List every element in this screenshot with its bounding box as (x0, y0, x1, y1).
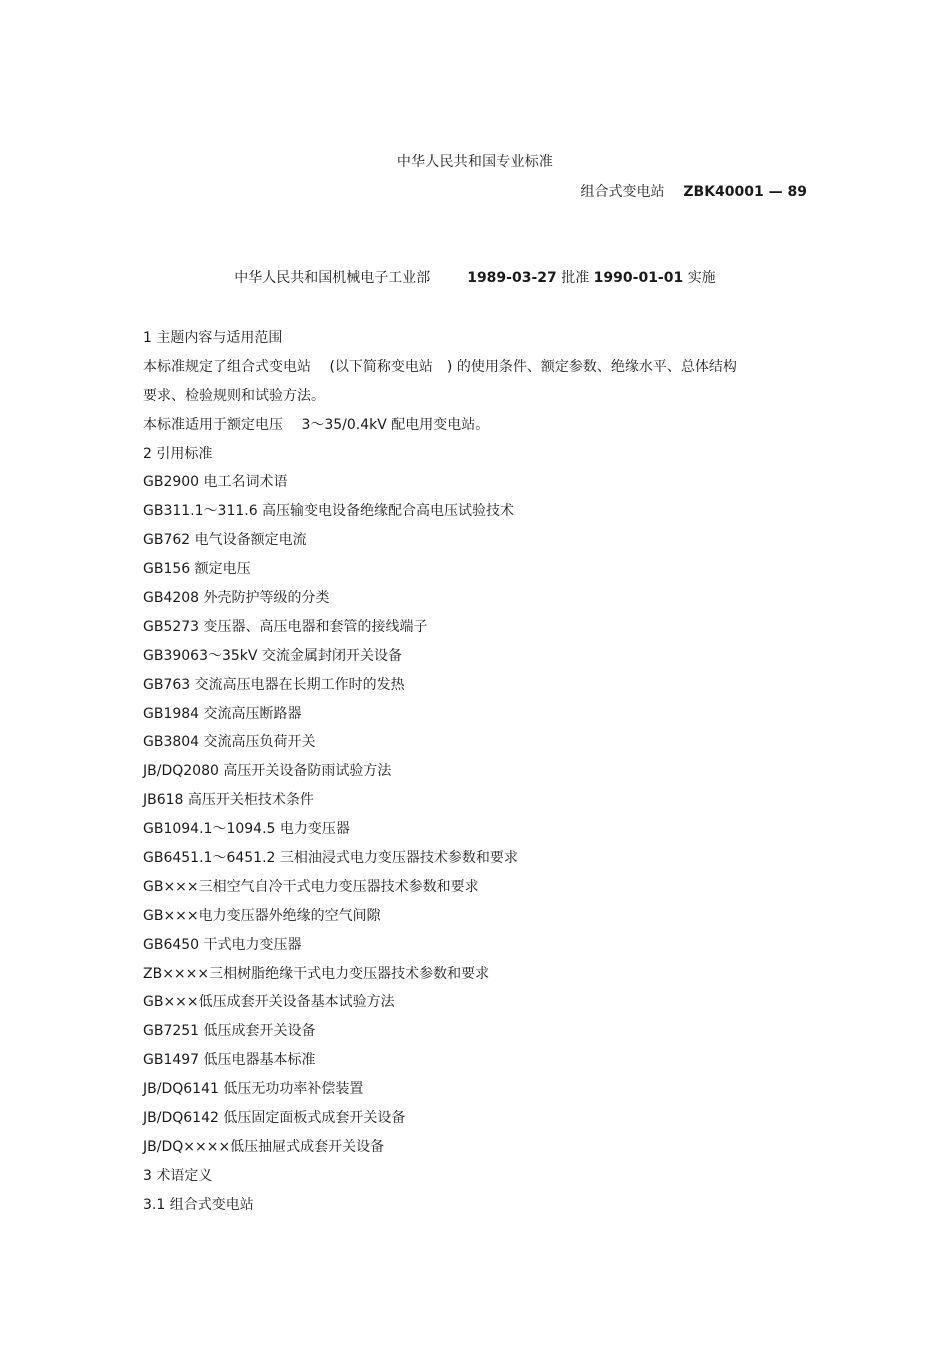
approval-line (0, 267, 950, 287)
reference-standard: JB/DQ2080 高压开关设备防雨试验方法 (143, 763, 392, 780)
reference-standard: JB/DQ6141 低压无功功率补偿装置 (143, 1081, 364, 1098)
paragraph-line: 本标准规定了组合式变电站 (以下简称变电站 ) 的使用条件、额定参数、绝缘水平、总体结构 (143, 358, 737, 375)
section-heading: 1 主题内容与适用范围 (143, 330, 283, 346)
reference-standard: GB2900 电工名词术语 (143, 474, 288, 491)
paragraph-line: 本标准适用于额定电压 3～35/0.4kV 配电用变电站。 (143, 416, 490, 433)
standard-header (580, 181, 807, 201)
section-heading: 3 术语定义 (143, 1167, 213, 1184)
reference-standard: JB/DQ××××低压抽屉式成套开关设备 (143, 1138, 385, 1155)
reference-standard: GB7251 低压成套开关设备 (143, 1023, 316, 1040)
reference-standard: GB3804 交流高压负荷开关 (143, 734, 316, 751)
issuing-authority: 中华人民共和国机械电子工业部 (234, 270, 431, 286)
document-title: 中华人民共和国专业标准 (396, 154, 554, 170)
reference-standard: GB1984 交流高压断路器 (143, 705, 302, 722)
paragraph-line: 要求、检验规则和试验方法。 (143, 387, 325, 404)
reference-standard: GB×××电力变压器外绝缘的空气间隙 (143, 907, 381, 924)
reference-standard: GB39063～35kV 交流金属封闭开关设备 (143, 647, 402, 664)
reference-standard: GB6450 干式电力变压器 (143, 936, 302, 953)
approval-label: 批准 (561, 270, 590, 286)
reference-standard: GB762 电气设备额定电流 (143, 532, 307, 549)
reference-standard: GB763 交流高压电器在长期工作时的发热 (143, 676, 405, 693)
standard-name: 组合式变电站 (580, 184, 665, 200)
reference-standard: ZB××××三相树脂绝缘干式电力变压器技术参数和要求 (143, 965, 490, 982)
reference-standard: JB/DQ6142 低压固定面板式成套开关设备 (143, 1110, 406, 1127)
reference-standard: GB6451.1～6451.2 三相油浸式电力变压器技术参数和要求 (143, 850, 518, 867)
reference-standard: GB156 额定电压 (143, 561, 251, 578)
standard-code: ZBK40001 — 89 (683, 184, 807, 200)
reference-standard: GB1094.1～1094.5 电力变压器 (143, 821, 350, 838)
reference-standard: JB618 高压开关柜技术条件 (143, 792, 314, 809)
reference-standard: GB4208 外壳防护等级的分类 (143, 590, 330, 607)
document-body (143, 324, 808, 1220)
implementation-date: 1990-01-01 (593, 270, 684, 286)
section-heading: 2 引用标准 (143, 445, 213, 462)
reference-standard: GB311.1～311.6 高压输变电设备绝缘配合高电压试验技术 (143, 503, 515, 520)
reference-standard: GB1497 低压电器基本标准 (143, 1052, 316, 1069)
subsection-heading: 3.1 组合式变电站 (143, 1196, 254, 1213)
reference-standard: GB5273 变压器、高压电器和套管的接线端子 (143, 618, 428, 635)
implementation-label: 实施 (687, 270, 716, 286)
approval-date: 1989-03-27 (467, 270, 557, 286)
reference-standard: GB×××三相空气自冷干式电力变压器技术参数和要求 (143, 878, 479, 895)
reference-standard: GB×××低压成套开关设备基本试验方法 (143, 994, 395, 1011)
